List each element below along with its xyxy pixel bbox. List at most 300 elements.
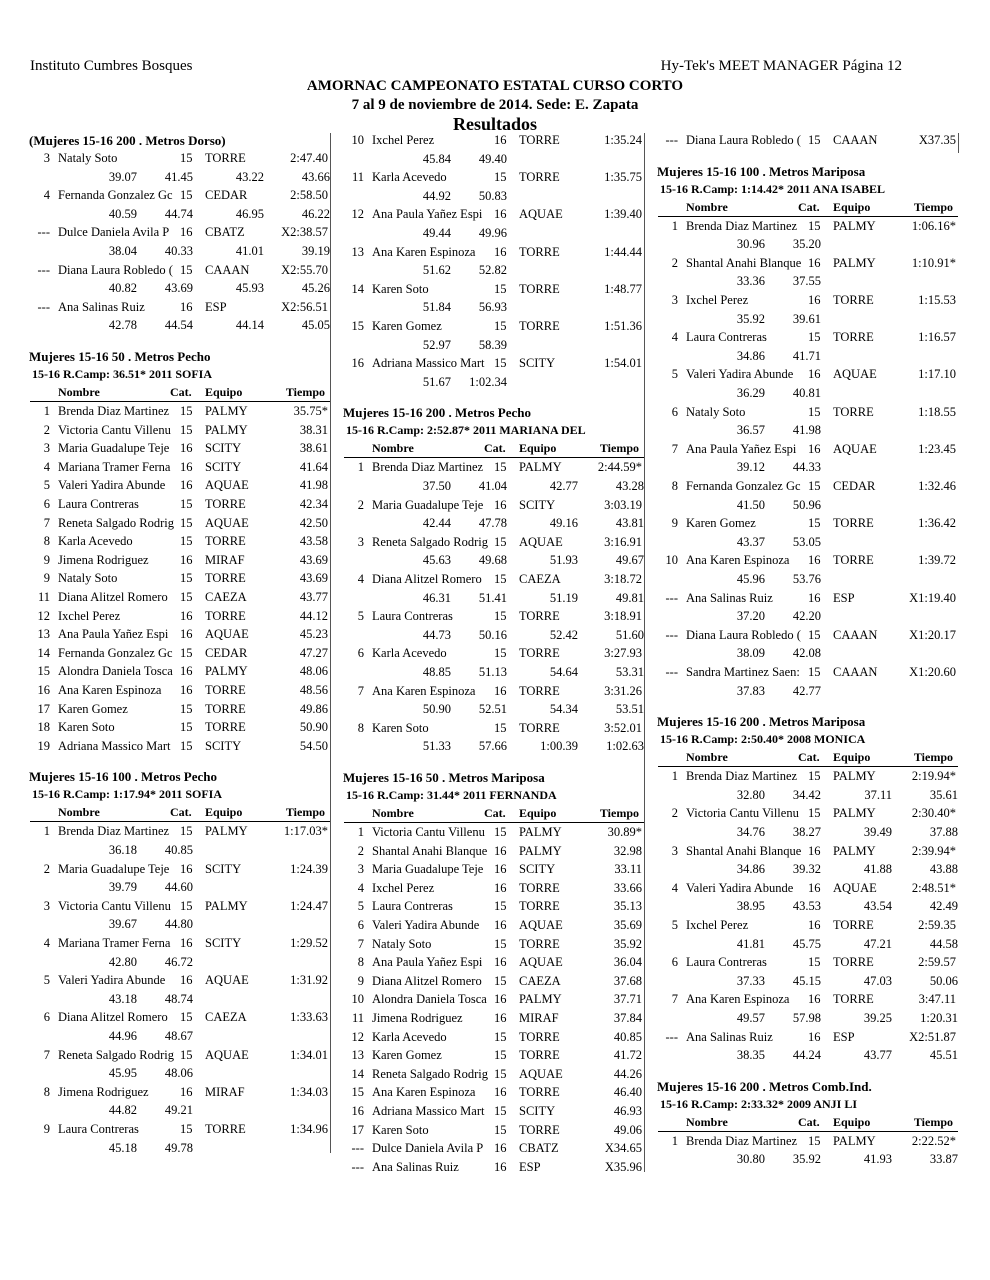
split-time: 46.22 — [301, 206, 330, 221]
age-cat: 16 — [494, 918, 507, 932]
team: TORRE — [519, 319, 560, 333]
split-time: 44.24 — [792, 1048, 821, 1063]
team: AQUAE — [519, 918, 563, 932]
split-time: 48.67 — [164, 1029, 193, 1043]
swimmer-name: Ana Salinas Ruiz — [686, 1029, 773, 1044]
swimmer-name: Fernanda Gonzalez Gc — [58, 645, 173, 660]
final-time: X2:38.57 — [281, 225, 328, 240]
place: 2 — [357, 843, 364, 858]
swimmer-name: Ixchel Perez — [686, 918, 749, 932]
result-row — [30, 702, 330, 720]
swimmer-name: Diana Alitzel Romero — [58, 590, 168, 604]
split-time: 49.96 — [478, 226, 507, 240]
split-time: 49.40 — [478, 151, 507, 166]
final-time: 48.56 — [299, 683, 328, 697]
split-time: 44.58 — [929, 936, 958, 951]
header-team: Equipo — [833, 199, 871, 214]
place: 11 — [37, 590, 50, 604]
result-row — [344, 1141, 644, 1159]
place: 16 — [351, 1104, 364, 1118]
final-time: 3:18.72 — [604, 572, 642, 586]
splits-row — [30, 955, 330, 973]
header-left: Instituto Cumbres Bosques — [30, 58, 193, 74]
header-name: Nombre — [58, 805, 100, 820]
final-time: 33.11 — [614, 862, 642, 877]
swimmer-name: Shantal Anahi Blanque — [372, 843, 488, 858]
swimmer-name: Diana Alitzel Romero — [58, 1010, 168, 1025]
swimmer-name: Maria Guadalupe Teje — [58, 441, 170, 456]
header-time: Tiempo — [913, 750, 953, 765]
place: 6 — [43, 1010, 50, 1025]
event-title: Mujeres 15-16 200 . Metros Comb.Ind. — [657, 1078, 872, 1094]
split-time: 41.04 — [478, 479, 507, 493]
column-header-row — [658, 750, 958, 766]
header-underline — [658, 1131, 958, 1132]
team: MIRAF — [519, 1011, 559, 1025]
split-time: 34.86 — [736, 862, 765, 877]
final-time: 1:39.40 — [604, 207, 642, 222]
header-underline — [30, 821, 330, 822]
result-row — [30, 824, 330, 842]
place: 15 — [351, 319, 364, 333]
split-time: 44.33 — [792, 460, 821, 475]
swimmer-name: Dulce Daniela Avila P — [58, 225, 170, 240]
result-row — [30, 300, 330, 318]
column-header-row — [30, 805, 330, 821]
event-title: Mujeres 15-16 50 . Metros Pecho — [29, 349, 211, 364]
splits-row — [658, 572, 958, 590]
team: TORRE — [519, 1122, 560, 1137]
place: 11 — [351, 170, 364, 185]
place: 3 — [43, 441, 50, 456]
team: PALMY — [833, 769, 876, 784]
result-row — [658, 881, 958, 899]
splits-row — [658, 535, 958, 553]
team: TORRE — [205, 720, 246, 735]
place: 18 — [37, 720, 50, 735]
header-time: Tiempo — [599, 806, 639, 820]
swimmer-name: Reneta Salgado Rodrig — [372, 1066, 488, 1081]
header-cat: Cat. — [798, 750, 820, 765]
age-cat: 16 — [494, 1141, 507, 1156]
team: TORRE — [833, 516, 874, 531]
swimmer-name: Ana Karen Espinoza — [58, 683, 162, 697]
splits-row — [344, 226, 644, 244]
split-time: 35.92 — [736, 311, 765, 326]
split-time: 43.18 — [108, 991, 137, 1006]
swimmer-name: Jimena Rodriguez — [58, 1084, 149, 1099]
result-row — [658, 405, 958, 423]
result-row — [658, 516, 958, 534]
place: 1 — [671, 218, 678, 233]
team: CAEZA — [205, 1010, 247, 1025]
swimmer-name: Diana Laura Robledo ( — [58, 262, 173, 277]
place: 17 — [37, 701, 50, 716]
header-right: Hy-Tek's MEET MANAGER Página 12 — [660, 58, 902, 74]
team: CAEZA — [205, 590, 247, 604]
place: 7 — [43, 1047, 50, 1062]
swimmer-name: Laura Contreras — [372, 899, 453, 914]
split-time: 42.08 — [792, 646, 821, 661]
team: SCITY — [519, 356, 556, 371]
age-cat: 15 — [494, 281, 507, 296]
place: 8 — [671, 479, 678, 493]
final-time: X1:20.17 — [909, 627, 956, 642]
team: AQUAE — [205, 1047, 249, 1062]
swimmer-name: Karen Gomez — [372, 1048, 442, 1063]
age-cat: 16 — [808, 441, 821, 456]
result-row — [658, 293, 958, 311]
swimmer-name: Diana Laura Robledo ( — [686, 133, 801, 147]
swimmer-name: Valeri Yadira Abunde — [58, 973, 166, 988]
place: 2 — [357, 497, 364, 512]
place: 2 — [43, 422, 50, 437]
swimmer-name: Valeri Yadira Abunde — [686, 880, 794, 895]
final-time: 41.72 — [613, 1048, 642, 1063]
age-cat: 16 — [494, 683, 507, 698]
result-row — [344, 992, 644, 1010]
final-time: 40.85 — [613, 1029, 642, 1044]
age-cat: 16 — [180, 973, 193, 988]
result-row — [30, 739, 330, 757]
final-time: X2:55.70 — [281, 262, 328, 277]
split-time: 49.78 — [164, 1140, 193, 1155]
final-time: 47.27 — [299, 645, 328, 660]
team: AQUAE — [833, 441, 877, 456]
split-time: 51.84 — [422, 300, 451, 315]
result-row — [30, 973, 330, 991]
result-row — [30, 1010, 330, 1028]
split-time: 40.81 — [792, 386, 821, 400]
result-row — [658, 256, 958, 274]
swimmer-name: Ixchel Perez — [372, 133, 435, 147]
place: 3 — [357, 862, 364, 877]
result-row — [658, 992, 958, 1010]
result-row — [344, 825, 644, 843]
event-record: 15-16 R.Camp: 1:17.94* 2011 SOFIA — [32, 787, 223, 802]
splits-row — [344, 702, 644, 720]
result-row — [344, 881, 644, 899]
split-time: 44.92 — [422, 188, 451, 203]
swimmer-name: Nataly Soto — [58, 571, 118, 586]
age-cat: 15 — [180, 151, 193, 165]
result-row — [30, 936, 330, 954]
final-time: X37.35 — [918, 133, 956, 147]
age-cat: 16 — [494, 133, 507, 147]
swimmer-name: Karen Soto — [58, 720, 115, 735]
place: 7 — [357, 683, 364, 698]
swimmer-name: Karla Acevedo — [372, 170, 447, 185]
split-time: 57.66 — [478, 739, 507, 754]
swimmer-name: Laura Contreras — [686, 330, 767, 345]
final-time: 2:58.50 — [290, 188, 328, 203]
final-time: X1:19.40 — [909, 590, 956, 605]
result-row — [30, 899, 330, 917]
result-row — [30, 497, 330, 515]
swimmer-name: Karen Soto — [372, 281, 429, 296]
team: PALMY — [205, 664, 248, 679]
split-time: 45.96 — [736, 572, 765, 586]
final-time: 37.84 — [613, 1011, 642, 1025]
age-cat: 16 — [180, 936, 193, 950]
place: 1 — [671, 769, 678, 784]
split-time: 42.77 — [549, 479, 578, 493]
event-title: Mujeres 15-16 100 . Metros Pecho — [29, 769, 217, 785]
split-time: 43.54 — [863, 899, 892, 914]
place: 4 — [43, 188, 50, 203]
age-cat: 15 — [494, 356, 507, 371]
splits-row — [658, 1048, 958, 1066]
splits-row — [344, 189, 644, 207]
team: AQUAE — [205, 478, 249, 493]
splits-row — [30, 170, 330, 188]
team: PALMY — [833, 1133, 876, 1148]
header-underline — [344, 822, 644, 823]
age-cat: 15 — [808, 1133, 821, 1148]
swimmer-name: Valeri Yadira Abunde — [686, 367, 794, 382]
age-cat: 15 — [808, 955, 821, 970]
team: TORRE — [833, 918, 874, 932]
age-cat: 16 — [494, 1085, 507, 1100]
split-time: 44.14 — [235, 318, 264, 333]
split-time: 44.73 — [422, 627, 451, 642]
age-cat: 15 — [180, 534, 193, 549]
team: TORRE — [519, 899, 560, 914]
final-time: 46.40 — [613, 1085, 642, 1100]
header-time: Tiempo — [285, 385, 325, 399]
header-team: Equipo — [833, 750, 871, 765]
team: TORRE — [519, 1029, 560, 1044]
final-time: 35.75* — [293, 404, 328, 418]
event-title: Mujeres 15-16 50 . Metros Mariposa — [343, 770, 545, 785]
place: 1 — [671, 1133, 678, 1148]
result-row — [30, 590, 330, 608]
result-row — [344, 498, 644, 516]
result-row — [344, 918, 644, 936]
place: 2 — [671, 255, 678, 270]
swimmer-name: Karen Soto — [372, 1122, 429, 1137]
split-time: 36.29 — [736, 386, 765, 400]
split-time: 42.80 — [108, 954, 137, 969]
place: 7 — [671, 441, 678, 456]
header-name: Nombre — [58, 385, 100, 399]
split-time: 43.22 — [235, 169, 264, 184]
split-time: 58.39 — [478, 337, 507, 352]
place: 10 — [351, 133, 364, 147]
place: 1 — [357, 460, 364, 475]
split-time: 38.35 — [736, 1048, 765, 1063]
split-time: 39.25 — [863, 1011, 892, 1025]
splits-row — [30, 1029, 330, 1047]
split-time: 51.13 — [478, 665, 507, 679]
split-time: 34.76 — [736, 825, 765, 839]
final-time: 44.12 — [299, 608, 328, 623]
swimmer-name: Shantal Anahi Blanque — [686, 255, 802, 270]
split-time: 49.57 — [736, 1011, 765, 1025]
place: 4 — [43, 936, 50, 950]
column-header-row — [344, 806, 644, 822]
place: 9 — [43, 571, 50, 586]
age-cat: 15 — [180, 1047, 193, 1062]
team: ESP — [205, 299, 227, 314]
header-team: Equipo — [205, 805, 243, 820]
result-row — [658, 769, 958, 787]
final-time: 1:16.57 — [918, 330, 956, 345]
result-row — [30, 1122, 330, 1140]
swimmer-name: Brenda Diaz Martinez — [58, 824, 170, 839]
result-row — [344, 1067, 644, 1085]
team: CEDAR — [833, 479, 876, 493]
age-cat: 15 — [180, 1122, 193, 1136]
place: 10 — [351, 992, 364, 1007]
split-time: 45.18 — [108, 1140, 137, 1155]
split-time: 42.78 — [108, 318, 137, 333]
team: AQUAE — [519, 534, 563, 549]
splits-row — [344, 263, 644, 281]
result-row — [344, 170, 644, 188]
splits-row — [658, 684, 958, 702]
split-time: 44.74 — [164, 206, 193, 221]
result-row — [658, 806, 958, 824]
age-cat: 15 — [808, 665, 821, 679]
place: 7 — [43, 515, 50, 530]
split-time: 41.01 — [235, 244, 264, 258]
split-time: 39.12 — [736, 460, 765, 475]
splits-row — [658, 937, 958, 955]
age-cat: 15 — [808, 769, 821, 784]
final-time: 3:47.11 — [918, 992, 956, 1007]
split-time: 49.81 — [615, 590, 644, 605]
result-row — [30, 151, 330, 169]
place: 9 — [43, 1122, 50, 1136]
age-cat: 16 — [808, 880, 821, 895]
split-time: 51.41 — [478, 590, 507, 605]
swimmer-name: Mariana Tramer Ferna — [58, 459, 171, 474]
split-time: 46.72 — [164, 954, 193, 969]
split-time: 49.21 — [164, 1103, 193, 1118]
swimmer-name: Brenda Diaz Martinez — [686, 769, 798, 784]
swimmer-name: Alondra Daniela Tosca — [58, 664, 173, 679]
final-time: 2:47.40 — [290, 151, 328, 165]
age-cat: 16 — [494, 1159, 507, 1174]
swimmer-name: Adriana Massico Mart — [372, 1104, 485, 1118]
result-row — [344, 319, 644, 337]
splits-row — [30, 843, 330, 861]
split-time: 42.77 — [792, 683, 821, 698]
header-underline — [658, 766, 958, 767]
place: 5 — [43, 973, 50, 988]
team: PALMY — [519, 460, 562, 475]
age-cat: 15 — [494, 936, 507, 951]
final-time: 49.06 — [613, 1122, 642, 1137]
place: 9 — [43, 552, 50, 567]
split-time: 43.69 — [164, 281, 193, 296]
splits-row — [30, 1066, 330, 1084]
splits-row — [344, 665, 644, 683]
age-cat: 16 — [180, 552, 193, 567]
age-cat: 15 — [494, 609, 507, 624]
result-row — [658, 665, 958, 683]
result-row — [344, 937, 644, 955]
final-time: 43.69 — [299, 552, 328, 567]
split-time: 43.77 — [863, 1048, 892, 1063]
split-time: 47.78 — [478, 516, 507, 531]
age-cat: 15 — [180, 404, 193, 418]
place: 6 — [671, 955, 678, 970]
final-time: 35.69 — [613, 918, 642, 932]
final-time: 54.50 — [299, 738, 328, 753]
split-time: 39.32 — [792, 862, 821, 877]
splits-row — [344, 628, 644, 646]
final-time: 1:35.24 — [604, 133, 642, 147]
event-title: (Mujeres 15-16 200 . Metros Dorso) — [29, 133, 226, 148]
splits-row — [30, 318, 330, 336]
split-time: 45.05 — [301, 318, 330, 333]
split-time: 51.33 — [422, 739, 451, 754]
team: CBATZ — [205, 225, 245, 240]
age-cat: 15 — [808, 330, 821, 345]
result-row — [30, 609, 330, 627]
swimmer-name: Laura Contreras — [58, 497, 139, 511]
team: CAAAN — [205, 262, 250, 277]
splits-row — [658, 1011, 958, 1029]
splits-row — [658, 825, 958, 843]
header-name: Nombre — [686, 1114, 728, 1129]
split-time: 50.83 — [478, 188, 507, 203]
split-time: 1:00.39 — [540, 739, 578, 754]
split-time: 41.50 — [736, 497, 765, 512]
team: TORRE — [519, 646, 560, 661]
result-row — [344, 1048, 644, 1066]
swimmer-name: Ana Paula Yañez Espi — [372, 955, 483, 970]
team: PALMY — [833, 218, 876, 233]
place: 3 — [43, 151, 50, 165]
place: 3 — [671, 843, 678, 858]
swimmer-name: Valeri Yadira Abunde — [372, 918, 480, 932]
place: 8 — [357, 955, 364, 970]
split-time: 54.64 — [549, 665, 578, 679]
place: 3 — [671, 293, 678, 307]
header-name: Nombre — [686, 750, 728, 765]
age-cat: 15 — [494, 319, 507, 333]
team: CEDAR — [205, 645, 248, 660]
place: 12 — [351, 1029, 364, 1044]
final-time: X34.65 — [604, 1141, 642, 1156]
split-time: 48.06 — [164, 1066, 193, 1081]
team: TORRE — [519, 1048, 560, 1063]
swimmer-name: Adriana Massico Mart — [372, 356, 485, 371]
place: --- — [665, 627, 678, 642]
place: 2 — [671, 806, 678, 821]
column-header-row — [344, 441, 644, 457]
swimmer-name: Ana Paula Yañez Espi — [58, 627, 169, 642]
age-cat: 16 — [808, 843, 821, 858]
team: TORRE — [519, 720, 560, 735]
final-time: 2:39.94* — [911, 843, 956, 858]
split-time: 57.98 — [792, 1011, 821, 1025]
split-time: 50.06 — [929, 973, 958, 988]
final-time: 1:32.46 — [918, 479, 956, 493]
split-time: 45.75 — [792, 936, 821, 951]
age-cat: 16 — [494, 992, 507, 1007]
age-cat: 16 — [808, 590, 821, 605]
split-time: 33.36 — [736, 274, 765, 289]
result-row — [344, 684, 644, 702]
team: TORRE — [833, 553, 874, 568]
splits-row — [30, 281, 330, 299]
team: MIRAF — [205, 1084, 245, 1099]
place: 3 — [43, 898, 50, 913]
